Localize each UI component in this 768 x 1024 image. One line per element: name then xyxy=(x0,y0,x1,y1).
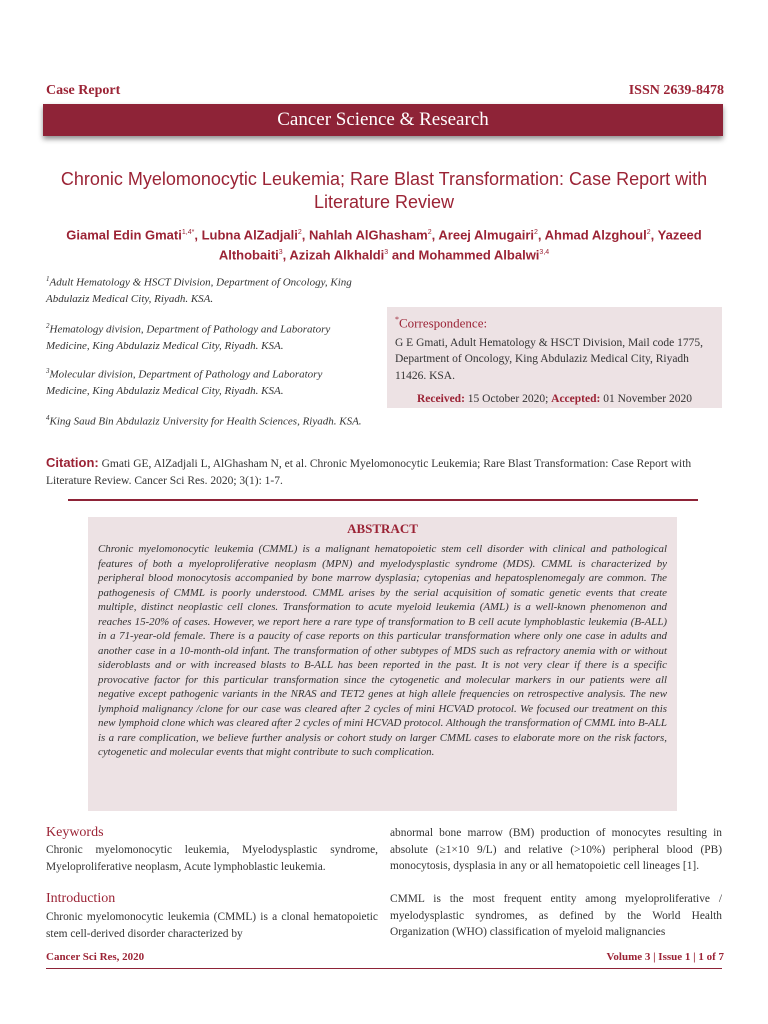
abstract-text: Chronic myelomonocytic leukemia (CMML) is a malignant hematopoietic stem cell disorder with clinical and pathological features of both a myeloproliferative neoplasm (MPN) and myelodysplastic syndrome (MDS). CMML is characterized by peripheral blood monocytosis accompanied by bone marrow dysplasia; cytopenias and hepatosplenomegaly are common. The pathogenesis of CMML is poorly understood. CMML arises by the serial acquisition of somatic genetic events that create multiple, distinct neoplastic cell clones. Transformation to acute myeloid leukemia (AML) is a well-known phenomenon and reaches 15-20% of cases. However, we report here a rare type of transformation to B cell acute lymphoblastic leukemia (B-ALL) in a 71-year-old female. There is a paucity of case reports on this particular transformation where only one case in adults and another case in a 10-month-old infant. The transformation of other subtypes of MDS such as refractory anemia with or without sideroblasts and or with increased blasts to B-ALL has been reported in the past. It is not very clear if there is a specific provocative factor for this particular transformation since the cytogenetic and molecular markers in our patients were all negative except pathogenic variants in the NRAS and TET2 genes at high allele frequencies on retrospective analysis. The new lymphoid malignancy /clone for our case was cleared after 2 cycles of mini HCVAD protocol. We focused our treatment on this new lymphoid clone which was cleared after 2 cycles of mini HCVAD protocol. Although the transformation of CMML into B-ALL is a rare complication, we believe further analysis or cohort study on larger CMML cases to elaborate more on the risk factors, cytogenetic and molecular events that might contribute to such complication. xyxy=(98,543,667,758)
right-column-paragraph-1: abnormal bone marrow (BM) production of monocytes resulting in absolute (≥1×10 9/L) and relative (>10%) peripheral blood (PB) monocytosis, dysplasia in any or all hematopoietic cell lineages [1]. xyxy=(390,827,722,872)
abstract-heading: ABSTRACT xyxy=(347,521,418,536)
affiliation-1: $^1$Adult Hematology & HSCT Division, Department of Oncology, King Abdulaziz Medical City, Riyadh. KSA. xyxy=(46,275,352,306)
citation xyxy=(46,455,722,489)
author-affiliation-marker: 2 xyxy=(427,229,432,236)
footer-rule xyxy=(46,968,722,969)
author-separator: and xyxy=(388,247,419,263)
citation-label: Citation: xyxy=(46,455,99,470)
author-affiliation-marker: 3 xyxy=(384,249,389,257)
author-separator: , xyxy=(301,227,310,243)
keywords-text: Chronic myelomonocytic leukemia, Myelodysplastic syndrome, Myeloproliferative neoplasm, Acute lymphoblastic leukemia. xyxy=(46,844,378,873)
author-affiliation-marker: 2 xyxy=(297,229,302,236)
issn-label: ISSN 2639-8478 xyxy=(628,83,724,98)
author-separator: , xyxy=(282,247,290,263)
author-name: Azizah Alkhaldi xyxy=(289,247,385,263)
footer-volume: Volume 3 | Issue 1 | 1 of 7 xyxy=(606,951,724,963)
introduction-text: Chronic myelomonocytic leukemia (CMML) is a clonal hematopoietic stem cell-derived disorder characterized by xyxy=(46,911,378,940)
author-name: Mohammed Albalwi xyxy=(418,247,540,263)
abstract-box xyxy=(88,517,677,811)
author-name: Ahmad Alzghoul xyxy=(544,227,647,243)
journal-banner: Cancer Science & Research xyxy=(43,104,723,136)
author-affiliation-marker: 1,4* xyxy=(181,229,195,236)
right-column-paragraph-2: CMML is the most frequent entity among myeloproliferative / myelodysplastic syndromes, as defined by the World Health Organization (WHO) classification of myeloid malignancies xyxy=(390,893,722,938)
correspondence-box xyxy=(387,307,722,408)
citation-text: Gmati GE, AlZadjali L, AlGhasham N, et al. Chronic Myelomonocytic Leukemia; Rare Blast Transformation: Case Report with Literature Review. Cancer Sci Res. 2020; 3(1): 1-7. xyxy=(46,458,692,487)
paper-title: Chronic Myelomonocytic Leukemia; Rare Blast Transformation: Case Report with Literature Review xyxy=(60,169,708,212)
author-separator: , xyxy=(194,227,202,243)
author-name: Areej Almugairi xyxy=(438,227,534,243)
author-separator: , xyxy=(431,227,439,243)
author-separator: , xyxy=(537,227,545,243)
author-affiliation-marker: 3,4 xyxy=(539,249,550,257)
keywords-heading: Keywords xyxy=(46,825,104,840)
affiliation-3: $^3$Molecular division, Department of Pathology and Laboratory Medicine, King Abdulaziz Medical City, Riyadh. KSA. xyxy=(46,367,323,398)
author-name: Yazeed Althobaiti xyxy=(218,227,702,263)
author-affiliation-marker: 3 xyxy=(278,249,283,257)
author-separator: , xyxy=(650,227,658,243)
affiliation-2: $^2$Hematology division, Department of Pathology and Laboratory Medicine, King Abdulaziz Medical City, Riyadh. KSA. xyxy=(46,322,331,353)
author-name: Lubna AlZadjali xyxy=(201,227,298,243)
correspondence-text: G E Gmati, Adult Hematology & HSCT Division, Mail code 1775, Department of Oncology, King Abdulaziz Medical City, Riyadh 11426. KSA. xyxy=(395,336,704,382)
author-list xyxy=(46,224,722,265)
article-type-label: Case Report xyxy=(46,83,121,98)
author-affiliation-marker: 2 xyxy=(646,229,651,236)
footer-journal: Cancer Sci Res, 2020 xyxy=(46,951,145,963)
article-dates: Received: 15 October 2020; Accepted: 01 November 2020 xyxy=(417,393,692,406)
section-divider xyxy=(68,499,698,501)
introduction-heading: Introduction xyxy=(46,891,116,906)
affiliation-4: $^4$King Saud Bin Abdulaziz University for Health Sciences, Riyadh. KSA. xyxy=(46,414,362,428)
correspondence-heading: *Correspondence: xyxy=(395,315,488,331)
author-affiliation-marker: 2 xyxy=(534,229,538,236)
author-name: Nahlah AlGhasham xyxy=(309,227,428,243)
author-name: Giamal Edin Gmati xyxy=(66,227,182,243)
